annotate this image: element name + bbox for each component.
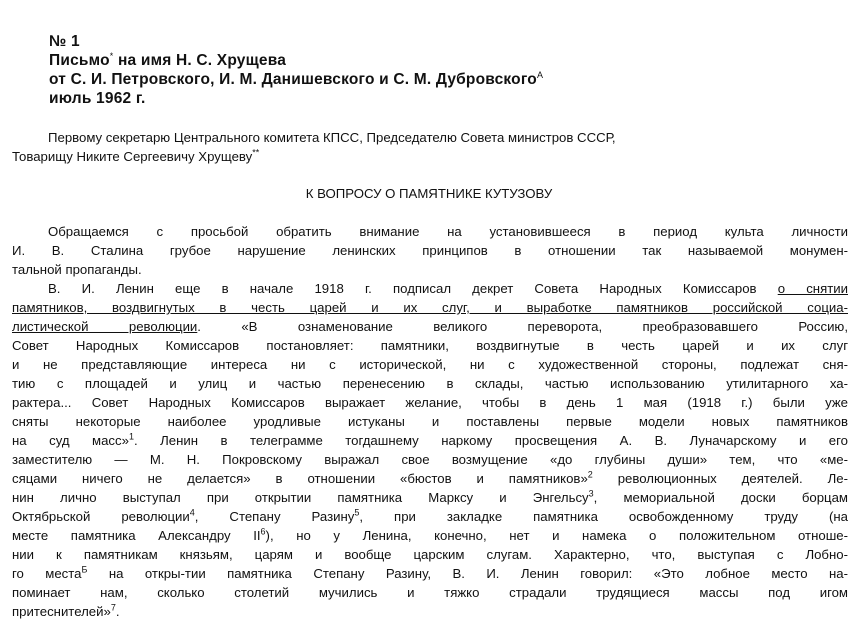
text-line: Совет Народных Комиссаров постановляет: памятники, воздвигнутые в честь царей и их слуг (12, 338, 848, 353)
text-line (12, 602, 848, 621)
text-line (12, 279, 848, 298)
text-span: , Степану Разину (194, 509, 355, 524)
text-span: на откры-тии памятника Степану Разину, В. И. Ленин говорил: «Это лобное место на- (87, 566, 848, 581)
letter-heading-text: Письмо (49, 52, 110, 69)
letter-date: июль 1962 г. (49, 90, 146, 107)
footnote-ref: 5 (354, 507, 360, 518)
text-span: ), но у Ленина, конечно, нет и намека о положительном отноше- (265, 528, 849, 543)
footnote-ref: 6 (260, 526, 266, 537)
document-title: К ВОПРОСУ О ПАМЯТНИКЕ КУТУЗОВУ (305, 186, 553, 201)
text-span: , мемориальной доски борцам (593, 490, 848, 505)
text-line: поминает нам, сколько столетий мучились и тяжко страдали трудящиеся массы под игом (12, 585, 848, 600)
addressee-line: Первому секретарю Центрального комитета КПСС, Председателю Совета министров СССР, (48, 130, 616, 145)
footnote-ref: 3 (588, 488, 594, 499)
letter-heading-rest: на имя Н. С. Хрущева (113, 52, 287, 69)
text-span: сяцами ничего не делается» в отношении «бюстов и памятников» (12, 471, 588, 486)
addressee-name: Товарищу Никите Сергеевичу Хрущеву (12, 149, 253, 164)
text-line: Обращаемся с просьбой обратить внимание на установившееся в период культа личности (48, 224, 848, 239)
footnote-ref: 4 (189, 507, 195, 518)
underlined-text: памятников, воздвигнутых в честь царей и их слуг, и выработке памятников российской социа- (12, 300, 848, 315)
footnote-ref: Б (81, 564, 88, 575)
text-span: революционных деятелей. Ле- (592, 471, 848, 486)
underlined-text: о снятии (777, 281, 848, 296)
text-line: тию с площадей и улиц и частью перенесению в склады, частью использованию утилитарного ха- (12, 376, 848, 391)
letter-heading-line (49, 51, 543, 70)
text-span: на суд масс» (12, 433, 129, 448)
text-span: , при закладке памятника освобожденному труду (на (359, 509, 848, 524)
text-line: заместителю — М. Н. Покровскому выражал свое возмущение «до глубины души» тем, что «ме- (12, 452, 848, 467)
text-span: В. И. Ленин еще в начале 1918 г. подписал декрет Совета Народных Комиссаров (48, 281, 778, 296)
footnote-ref: 7 (110, 602, 116, 613)
footnote-mark: А (536, 69, 544, 80)
text-line: рактера... Совет Народных Комиссаров выражает желание, чтобы в день 1 мая (1918 г.) были уже (12, 395, 848, 410)
letter-authors-line (49, 70, 543, 89)
text-line (12, 469, 848, 488)
addressee-block (12, 128, 848, 166)
text-line: сняты некоторые наиболее уродливые истуканы и поставлены первые модели новых памятников (12, 414, 848, 429)
addressee-line (12, 147, 848, 166)
text-span: нин лично выступал при открытии памятника Марксу и Энгельсу (12, 490, 589, 505)
text-line: и не представляющие интереса ни с исторической, ни с художественной стороны, подлежат сня- (12, 357, 848, 372)
document-body (12, 222, 848, 621)
document-header (49, 32, 543, 108)
text-line: И. В. Сталина грубое нарушение ленинских принципов в отношении так называемой монумен- (12, 243, 848, 258)
text-line (12, 526, 848, 545)
footnote-ref: 1 (128, 431, 134, 442)
text-line (12, 431, 848, 450)
text-span: месте памятника Александру II (12, 528, 261, 543)
letter-authors: от С. И. Петровского, И. М. Данишевского и С. М. Дубровского (49, 71, 537, 88)
footnote-ref: 2 (587, 469, 593, 480)
text-span: . «В ознаменование великого переворота, преобразовавшего Россию, (197, 319, 848, 334)
footnote-mark: ** (252, 147, 260, 158)
underlined-text: листической революции (12, 319, 198, 334)
text-span: го места (12, 566, 82, 581)
footnote-mark: * (109, 50, 114, 61)
text-line (12, 317, 848, 336)
text-span: притеснителей» (12, 604, 111, 619)
text-line (12, 298, 848, 317)
document-number: № 1 (49, 33, 80, 50)
text-line (12, 564, 848, 583)
text-line: тальной пропаганды. (12, 262, 142, 277)
text-span: . (115, 604, 120, 619)
text-line (12, 488, 848, 507)
text-line (12, 507, 848, 526)
text-span: . Ленин в телеграмме тогдашнему наркому просвещения А. В. Луначарскому и его (133, 433, 848, 448)
text-line: нии к памятникам князьям, царям и вообще царским слугам. Характерно, что, выступая с Лобно- (12, 547, 848, 562)
text-span: Октябрьской революции (12, 509, 190, 524)
